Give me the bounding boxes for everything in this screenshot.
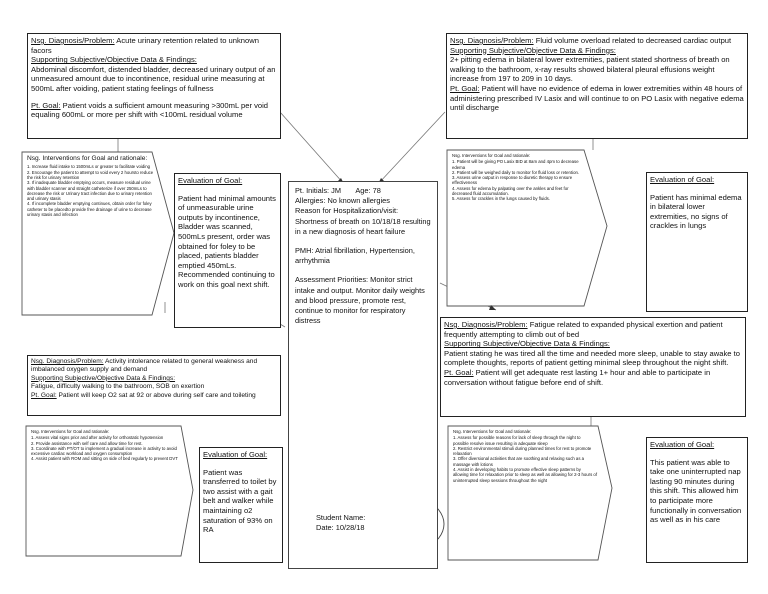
dx1-goal-label: Pt. Goal: xyxy=(31,100,61,110)
dx3-supporting: Fatigue, difficulty walking to the bathroom, SOB on exertion xyxy=(31,383,205,391)
dx1-intervention-item: 2. Encourage the patient to attempt to void every 2 hoursto reduce the risk for urinary retention xyxy=(27,169,154,180)
dx3-eval: Patient was transferred to toilet by two assist with a gait belt and walker while maintaining o2 saturation of 93% on RA xyxy=(203,467,277,535)
dx3-goal: Patient will keep O2 sat at 92 or above during self care and toileting xyxy=(56,391,256,399)
dx1-goal: Patient voids a sufficient amount measuring >300mL per void equaling 600mL or more per shift with <100mL residual volume xyxy=(31,100,269,120)
dx4-supporting-label: Supporting Subjective/Objective Data & Findings: xyxy=(444,339,610,349)
dx2-interventions xyxy=(449,152,589,302)
dx3-intervention-item: 2. Provide assistance with self care and allow time for rest. xyxy=(31,440,143,446)
dx1-intervention-item: 1. Increase fluid intake to 1500mLs or greater to facilitate voiding xyxy=(27,164,151,170)
dx1-intervention-item: 3. If inadequate bladder emptying occurs, measure residual urine with bladder scanner and straight catheterize if over 250mLs to decrease the risk or Urinary tract infection due to urinary retention and urinary stasis xyxy=(27,180,152,202)
dx1-eval: Patient had minimal amounts of unmeasurable urine outputs by incontinence, Bladder was scanned, 500mLs present, order was obtained for foley to be placed, patients bladder emptied 450mLs. Recommended continuing to work on this goal next shift. xyxy=(178,193,276,289)
dx2-intervention-item: 4. Assess for edema by palpating over the ankles and feet for decreased fluid accumulation. xyxy=(452,185,569,197)
dx4-eval: This patient was able to take one uninterrupted nap lasting 90 minutes during this shift. This allowed him to participate more functionally in conversation as well as in his care xyxy=(650,457,742,525)
dx4-problem: Fatigue related to expanded physical exertion and patient frequently attempting to climb out of bed xyxy=(444,320,723,339)
dx1-problem: Acute urinary retention related to unknown facors xyxy=(31,36,259,55)
dx4-interventions-title: Nsg. Interventions for Goal and rationale: xyxy=(453,429,532,434)
dx3-evaluation-box xyxy=(199,447,283,563)
dx2-interventions-title: Nsg. Interventions for Goal and rationale: xyxy=(452,153,531,158)
dx4-intervention-item: 4. Assist in developing habits to promote effective sleep patterns by allowing time for relaxation prior to sleep as well as allowing for 2-3 hours of uninterrupted sleep sessions throughout the night xyxy=(453,467,598,483)
dx1-interventions-title: Nsg. Interventions for Goal and rationale: xyxy=(27,155,148,162)
dx3-problem: Activity intolerance related to general weakness and imbalanced oxygen supply and demand xyxy=(31,358,258,374)
dx3-intervention-item: 4. Assist patient with ROM and sitting on side of bed regularly to prevent DVT xyxy=(31,456,178,462)
dx4-supporting: Patient stating he was tired all the time and needed more sleep, unable to stay awake to complete thoughts, reports of patient getting minimal sleep throughout the night shift. xyxy=(444,348,740,368)
patient-age: Age: 78 xyxy=(355,186,381,195)
dx2-eval-title: Evaluation of Goal: xyxy=(650,175,715,184)
patient-info-box xyxy=(288,181,438,569)
dx4-intervention-item: 2. Restrict environmental stimuli during planned times for rest to promote relaxation xyxy=(453,445,592,457)
dx4-intervention-item: 3. Offer diversional activities that are soothing and relaxing such as a massage with lotions xyxy=(453,456,585,467)
dx2-goal-label: Pt. Goal: xyxy=(450,83,480,93)
dx3-problem-label: Nsg. Diagnosis/Problem: xyxy=(31,358,104,365)
dx3-intervention-item: 3. Coordinate with PT/OT to implement a gradual increase in activity to avoid excessive cardiac workload and oxygen consumption xyxy=(31,445,177,457)
dx2-intervention-item: 3. Assess urine output in response to diuretic therapy to ensure effectiveness xyxy=(452,175,573,186)
dx1-supporting: Abdominal discomfort, distended bladder, decreased urinary output of an unmeasured amount due to incontinence, residual urine measuring at 500mL after voiding, patient stating feelings of fullness xyxy=(31,64,276,93)
student-name: Student Name: xyxy=(316,513,366,522)
dx3-goal-label: Pt. Goal: xyxy=(31,391,57,399)
dx2-evaluation-box xyxy=(646,172,748,312)
dx4-evaluation-box xyxy=(646,437,748,563)
dx3-intervention-item: 1. Assess vital signs prior and after activity for orthostatic hypotension xyxy=(31,435,164,441)
dx2-supporting: 2+ pitting edema in bilateral lower extremities, patient stated shortness of breath on walking to the bathroom, x-ray results showed bilateral pleural effusions weight increase from 197 to 209 in 10 days. xyxy=(450,55,730,84)
student-date: Date: 10/28/18 xyxy=(316,523,365,533)
dx2-eval: Patient has minimal edema in bilateral lower extremities, no signs of crackles in lungs xyxy=(650,192,742,231)
dx2-intervention-item: 1. Patient will be giving PO Lasix BID at 8am and 4pm to decrease edema xyxy=(452,159,579,170)
dx3-supporting-label: Supporting Subjective/Objective Data & Findings: xyxy=(31,374,176,382)
dx3-eval-title: Evaluation of Goal: xyxy=(203,450,268,459)
dx2-intervention-item: 2. Patient will be weighed daily to monitor for fluid loss or retention. xyxy=(452,169,580,175)
dx1-interventions xyxy=(24,154,162,312)
dx2-goal: Patient will have no evidence of edema in lower extremities within 48 hours of administering prescribed IV Lasix and will continue to on PO Lasix with negative edema until discharge xyxy=(450,83,744,113)
dx4-goal: Patient will get adequate rest lasting 1+ hour and able to participate in conversation without fatigue before end of shift. xyxy=(444,367,711,387)
dx1-eval-title: Evaluation of Goal: xyxy=(178,176,243,185)
dx2-supporting-label: Supporting Subjective/Objective Data & Findings: xyxy=(450,45,616,55)
assessment-priorities: Assessment Priorities: Monitor strict intake and output. Monitor daily weights and blood pressure, promote rest, continue to monitor for respiratory distress xyxy=(295,275,425,326)
dx2-diagnosis-box xyxy=(446,33,748,139)
patient-pmh: PMH: Atrial fibrillation, Hypertension, arrhythmia xyxy=(295,246,415,266)
patient-allergies: Allergies: No known allergies xyxy=(295,196,390,206)
dx3-diagnosis-box xyxy=(27,355,281,416)
dx1-problem-label: Nsg. Diagnosis/Problem: xyxy=(31,36,115,45)
dx4-eval-title: Evaluation of Goal: xyxy=(650,440,715,449)
dx4-diagnosis-box xyxy=(440,317,746,417)
dx3-interventions xyxy=(28,428,182,554)
dx1-intervention-item: 4. If incomplete bladder emptying continues, obtain order for foley catheter to be placedto provide free drainage of urine to decrease urinary stasis and infection xyxy=(27,201,152,218)
dx1-evaluation-box xyxy=(174,173,281,328)
dx4-interventions xyxy=(450,428,600,558)
dx3-interventions-title: Nsg. Interventions for Goal and rationale: xyxy=(31,429,110,434)
dx1-supporting-label: Supporting Subjective/Objective Data & Findings: xyxy=(31,55,197,65)
dx2-problem: Fluid volume overload related to decreased cardiac output xyxy=(533,36,732,45)
dx1-diagnosis-box xyxy=(27,33,281,139)
dx2-problem-label: Nsg. Diagnosis/Problem: xyxy=(450,36,534,45)
dx4-intervention-item: 1. Assess for possible reasons for lack of sleep through the night to possible resolve issue resulting in adequate sleep xyxy=(453,435,581,446)
student-info xyxy=(316,513,426,533)
dx2-intervention-item: 5. Assess for crackles in the lungs caused by fluids. xyxy=(452,196,550,202)
dx4-problem-label: Nsg. Diagnosis/Problem: xyxy=(444,320,528,329)
patient-reason: Reason for Hospitalization/visit: Shortness of breath on 10/18/18 resulting in a new diagnosis of heart failure xyxy=(295,206,431,236)
dx4-goal-label: Pt. Goal: xyxy=(444,367,474,377)
patient-initials: Pt. Initials: JM xyxy=(295,186,341,195)
